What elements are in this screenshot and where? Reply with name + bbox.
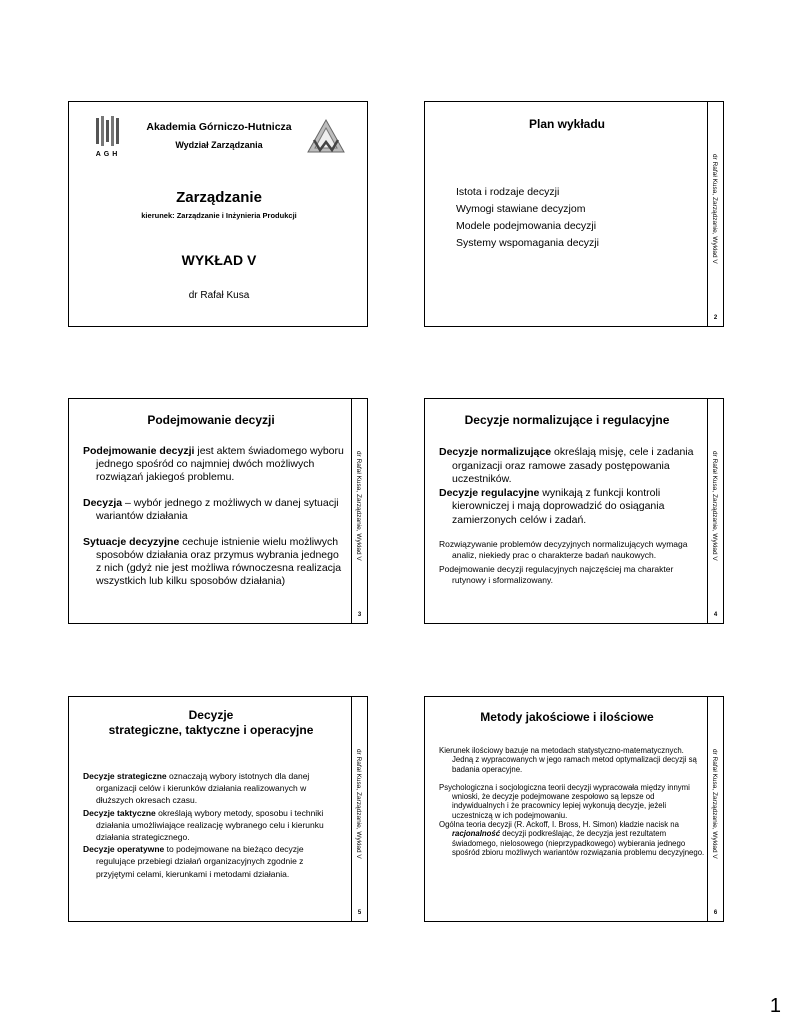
slide-body [83, 770, 341, 880]
slide-page-number: 6 [713, 910, 718, 916]
slide-sidebar [707, 697, 723, 921]
definition-paragraph [83, 536, 345, 588]
plan-list [456, 184, 599, 252]
slide-title-methods: Metody jakościowe i ilościowe [480, 710, 654, 724]
definition: to podejmowane na bieżąco decyzje regulujące przebiegi działań organizacyjnych zgodnie z przyjętymi celami, kierunkami i metodami działania. [96, 844, 304, 879]
emphasis-term: racjonalność [452, 829, 501, 839]
slide-decision-levels [68, 696, 368, 922]
term: Sytuacje decyzyjne [83, 536, 180, 548]
slide-plan [424, 101, 724, 327]
sidebar-author-text: dr Rafał Kusa, Zarządzanie, Wykład V [711, 451, 718, 561]
slide-title-decision-making: Podejmowanie decyzji [147, 413, 275, 427]
slide-body [439, 446, 705, 586]
slide-body [439, 746, 705, 857]
definition-paragraph [83, 807, 341, 844]
method-paragraph: Psychologiczna i socjologiczna teorii decyzji wypracowała między innymi wnioski, że decyzje podejmowane zespołowo są lepsze od indywidualnych i że pracownicy lepiej wykonują decyzje, jeżeli uczestniczą w ich podejmowaniu. [439, 782, 690, 820]
title-line: strategiczne, taktyczne i operacyjne [108, 723, 314, 737]
term: Podejmowanie decyzji [83, 445, 195, 457]
sidebar-author-text: dr Rafał Kusa, Zarządzanie, Wykład V [711, 749, 718, 859]
sidebar-author-text: dr Rafał Kusa, Zarządzanie, Wykład V [711, 154, 718, 264]
method-text: Ogólna teoria decyzji (R. Ackoff, I. Bross, H. Simon) kładzie nacisk na [439, 820, 679, 830]
plan-item: Modele podejmowania decyzji [456, 220, 597, 232]
definition-paragraph [83, 843, 341, 880]
term: Decyzje normalizujące [439, 446, 552, 458]
slide-page-number: 4 [713, 612, 718, 618]
definition-paragraph [83, 497, 345, 523]
university-name: Akademia Górniczo-Hutnicza [146, 121, 292, 133]
author-name: dr Rafał Kusa [188, 290, 250, 301]
slide-title [68, 101, 368, 327]
note-paragraph: Podejmowanie decyzji regulacyjnych najczęściej ma charakter rutynowy i sformalizowany. [439, 564, 674, 585]
term: Decyzje strategiczne [83, 771, 167, 781]
program-name: kierunek: Zarządzanie i Inżynieria Produkcji [141, 211, 297, 220]
slide-methods [424, 696, 724, 922]
faculty-name: Wydział Zarządzania [175, 140, 263, 150]
slide-page-number: 3 [357, 612, 362, 618]
term: Decyzja [83, 497, 123, 509]
plan-item: Istota i rodzaje decyzji [456, 186, 560, 198]
note-paragraph: Rozwiązywanie problemów decyzyjnych normalizujących wymaga analiz, niekiedy prac o charakterze badań naukowych. [439, 539, 688, 560]
slide-sidebar [351, 697, 367, 921]
definition: jest aktem świadomego wyboru jednego spośród co najmniej dwóch możliwych rozwiązań jakiegoś problemu. [96, 445, 344, 483]
agh-logo-text: AGH [95, 151, 121, 158]
definition: wynikają z funkcji kontroli kierowniczej i mają doprowadzić do osiągania zamierzonych celów i zadań. [452, 486, 665, 526]
definition: cechuje istnienie wielu możliwych sposobów działania oraz przymus wybrania jednego z nich (gdyż nie jest możliwa równoczesna realizacja wszystkich lub kilku sposobów działania) [96, 536, 342, 587]
term: Decyzje taktyczne [83, 807, 156, 818]
definition: określają wybory metody, sposobu i techniki działania umożliwiające realizację wybranego celu i kierunku działania strategicznego. [96, 807, 324, 843]
slide-body [83, 445, 345, 588]
slide-decision-making [68, 398, 368, 624]
plan-item: Systemy wspomagania decyzji [456, 237, 599, 249]
slide-page-number: 5 [357, 910, 362, 916]
slide-sidebar [351, 399, 367, 623]
slide-sidebar [707, 102, 723, 326]
course-title: Zarządzanie [176, 189, 262, 206]
sidebar-author-text: dr Rafał Kusa, Zarządzanie, Wykład V [355, 749, 362, 859]
slide-title-normalizing: Decyzje normalizujące i regulacyjne [464, 413, 670, 427]
term: Decyzje operatywne [83, 844, 165, 855]
document-page-number: 1 [769, 995, 781, 1017]
slide-page-number: 2 [713, 315, 718, 321]
plan-item: Wymogi stawiane decyzjom [456, 203, 586, 215]
lecture-number: WYKŁAD V [181, 252, 257, 268]
method-text: decyzji podkreślając, że decyzja jest rezultatem świadomego, nielosowego (nieprzypadkowego) wybierania jednego spośród zbioru możliwych wariantów rozwiązania problemu decyzyjnego. [452, 829, 705, 857]
title-line: Decyzje [188, 708, 234, 722]
definition: – wybór jednego z możliwych w danej sytuacji wariantów działania [96, 497, 339, 522]
sidebar-author-text: dr Rafał Kusa, Zarządzanie, Wykład V [355, 451, 362, 561]
definition: oznaczają wybory istotnych dla danej organizacji celów i kierunków działania realizowanych w dłuższych okresach czasu. [96, 771, 310, 806]
definition-paragraph [83, 770, 341, 807]
slide-title-decision-levels [69, 708, 353, 738]
definition-paragraph [83, 445, 345, 484]
term: Decyzje regulacyjne [439, 486, 540, 499]
slide-normalizing-regulating [424, 398, 724, 624]
method-paragraph [439, 820, 705, 857]
method-paragraph: Kierunek ilościowy bazuje na metodach statystyczno-matematycznych. Jedną z wypracowanych w jego ramach metod optymalizacji decyzji są badania operacyjne. [439, 746, 697, 774]
definition-paragraph [439, 446, 705, 487]
slide-title-plan: Plan wykładu [528, 117, 606, 131]
definition-paragraph [439, 487, 705, 528]
definition: określają misję, cele i zadania organizacji oraz ramowe zasady postępowania uczestników. [452, 446, 694, 485]
slide-sidebar [707, 399, 723, 623]
